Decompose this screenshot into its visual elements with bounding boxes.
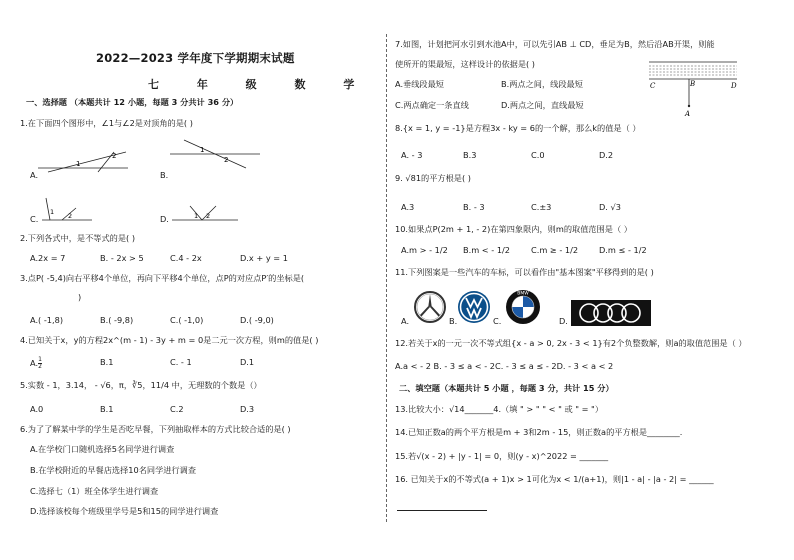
- q9-option-d: D. √3: [599, 202, 621, 212]
- q1-fig-b-label-2: 2: [224, 156, 229, 164]
- q4-option-a: A. $\frac{1}{2}$: [30, 356, 42, 370]
- q6-option-b: B.在学校附近的早餐店选择10名同学进行调查: [30, 465, 197, 475]
- q9-stem: 9. √81的平方根是( ): [395, 173, 471, 183]
- bmw-logo-icon: [505, 289, 541, 325]
- q7-label-c: C: [650, 82, 656, 90]
- q7-stem-cont: 使所开的渠最短，这样设计的依据是( ): [395, 59, 535, 69]
- exam-subtitle: 七 年 级 数 学: [148, 78, 365, 91]
- q1-fig-a-label-1: 1: [76, 160, 81, 168]
- q1-option-c: C.: [30, 214, 39, 224]
- q4-stem: 4.已知关于x，y的方程2x^(m - 1) - 3y + m = 0是二元一次方程，则m的值是( ): [20, 335, 319, 345]
- right-column: [393, 0, 783, 560]
- q2-option-c: C.4 - 2x: [170, 253, 202, 263]
- mercedes-logo-icon: [413, 290, 447, 324]
- q6-option-a: A.在学校门口随机选择5名同学进行调查: [30, 444, 175, 454]
- q7-stem: 7.如图，计划把河水引到水池A中，可以先引AB ⊥ CD，垂足为B，然后沿AB开渠，则能: [395, 39, 715, 49]
- q9-option-c: C.±3: [531, 202, 552, 212]
- q6-stem: 6.为了了解某中学的学生是否吃早餐，下列抽取样本的方式比较合适的是( ): [20, 424, 291, 434]
- q12-options: A.a < - 2 B. - 3 ≤ a < - 2C. - 3 ≤ a ≤ - 2D. - 3 < a < 2: [395, 361, 614, 371]
- q4-option-b: B.1: [100, 357, 114, 367]
- q7-label-b: B: [690, 80, 696, 88]
- q4-option-c: C. - 1: [170, 357, 192, 367]
- q10-option-b: B.m < - 1/2: [463, 245, 510, 255]
- q1-option-a: A.: [30, 170, 39, 180]
- volkswagen-logo-icon: [457, 290, 491, 324]
- q2-stem: 2.下列各式中，是不等式的是( ): [20, 233, 136, 243]
- q1-fig-b-label-1: 1: [200, 146, 205, 154]
- q3-stem: 3.点P( -5,4)向右平移4个单位，再向下平移4个单位，点P的对应点P′的坐标是(: [20, 273, 305, 283]
- q3-option-b: B.( -9,8): [100, 315, 134, 325]
- q15-stem: 15.若√(x - 2) + |y - 1| = 0，则(y - x)^2022 = _______: [395, 451, 609, 461]
- q10-stem: 10.如果点P(2m + 1, - 2)在第四象限内，则m的取值范围是（ ）: [395, 224, 632, 234]
- q16-answer-line: [397, 510, 487, 511]
- q1-figure-d: [172, 204, 252, 224]
- column-divider: [386, 34, 387, 522]
- q9-option-a: A.3: [401, 202, 415, 212]
- q4-option-a-fraction: $\frac{1}{2}$: [38, 356, 42, 370]
- q8-option-b: B.3: [463, 150, 477, 160]
- q1-figure-a: [38, 148, 138, 178]
- q11-option-b: B.: [449, 316, 458, 326]
- q8-stem: 8.{x = 1, y = -1}是方程3x - ky = 6的一个解，那么k的值是（ ）: [395, 123, 641, 133]
- q6-option-d: D.选择该校每个班级里学号是5和15的同学进行调查: [30, 506, 219, 516]
- q1-stem: 1.在下面四个图形中，∠1与∠2是对顶角的是( ): [20, 118, 193, 128]
- q7-option-d: D.两点之间，直线最短: [501, 100, 584, 110]
- q11-stem: 11.下列图案是一些汽车的车标，可以看作由"基本图案"平移得到的是( ): [395, 267, 654, 277]
- q2-option-a: A.2x = 7: [30, 253, 66, 263]
- q5-stem: 5.实数 - 1，3.14， - √6，π，∛5，11/4 中，无理数的个数是（）: [20, 380, 262, 390]
- q12-stem: 12.若关于x的一元一次不等式组{x - a > 0, 2x - 3 < 1}有2个负整数解，则a的取值范围是（ ）: [395, 338, 747, 348]
- q8-option-a: A. - 3: [401, 150, 423, 160]
- audi-logo-icon: [571, 300, 651, 326]
- q1-fig-d-label-1: 1: [194, 212, 199, 220]
- q7-river-figure: [647, 58, 741, 120]
- q5-option-c: C.2: [170, 404, 184, 414]
- svg-text:BMW: BMW: [517, 291, 529, 297]
- left-column: [18, 0, 380, 560]
- q16-stem: 16. 已知关于x的不等式(a + 1)x > 1可化为x < 1/(a+1)，则|1 - a| - |a - 2| = ______: [395, 474, 714, 484]
- q2-option-d: D.x + y = 1: [240, 253, 288, 263]
- q11-option-a: A.: [401, 316, 410, 326]
- q10-option-a: A.m > - 1/2: [401, 245, 448, 255]
- section-choice-heading: 一、选择题 （本题共计 12 小题，每题 3 分共计 36 分）: [26, 97, 239, 107]
- q1-option-d: D.: [160, 214, 169, 224]
- q7-option-c: C.两点确定一条直线: [395, 100, 469, 110]
- q7-label-d: D: [731, 82, 737, 90]
- q10-option-d: D.m ≤ - 1/2: [599, 245, 647, 255]
- q5-option-d: D.3: [240, 404, 255, 414]
- q2-option-b: B. - 2x > 5: [100, 253, 144, 263]
- q1-fig-c-label-2: 2: [68, 212, 73, 220]
- exam-title: 2022—2023 学年度下学期期末试题: [96, 51, 295, 65]
- q1-figure-b: [170, 138, 270, 174]
- q4-option-d: D.1: [240, 357, 255, 367]
- q3-option-c: C.( -1,0): [170, 315, 204, 325]
- section-fill-heading: 二、填空题（本题共计 5 小题 ，每题 3 分，共计 15 分）: [399, 383, 614, 393]
- q1-fig-d-label-2: 2: [206, 212, 211, 220]
- q5-option-a: A.0: [30, 404, 44, 414]
- q1-fig-c-label-1: 1: [50, 208, 55, 216]
- q5-option-b: B.1: [100, 404, 114, 414]
- q3-option-d: D.( -9,0): [240, 315, 274, 325]
- q1-fig-a-label-2: 2: [112, 152, 117, 160]
- q7-option-b: B.两点之间，线段最短: [501, 79, 583, 89]
- q3-option-a: A.( -1,8): [30, 315, 64, 325]
- q6-option-c: C.选择七（1）班全体学生进行调查: [30, 486, 159, 496]
- q11-option-c: C.: [493, 316, 502, 326]
- q9-option-b: B. - 3: [463, 202, 485, 212]
- q10-option-c: C.m ≥ - 1/2: [531, 245, 579, 255]
- q1-figure-c: [42, 198, 102, 222]
- q7-label-a: A: [685, 110, 691, 118]
- q11-option-d: D.: [559, 316, 568, 326]
- q1-option-b: B.: [160, 170, 169, 180]
- q8-option-d: D.2: [599, 150, 614, 160]
- q3-stem-cont: ): [78, 292, 82, 302]
- q13-stem: 13.比较大小：√14_______4.（填 " > " " < " 或 " = "）: [395, 404, 604, 414]
- q7-option-a: A.垂线段最短: [395, 79, 444, 89]
- q8-option-c: C.0: [531, 150, 545, 160]
- q14-stem: 14.已知正数a的两个平方根是m + 3和2m - 15，则正数a的平方根是________.: [395, 427, 683, 437]
